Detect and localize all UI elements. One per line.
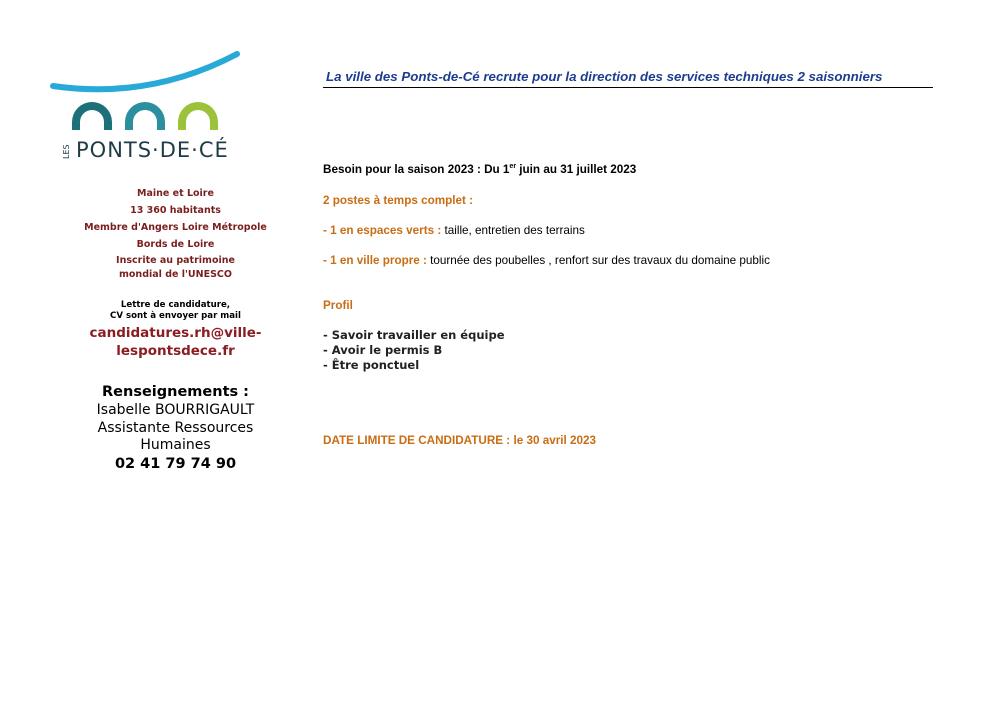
logo-arch-left [72,102,112,130]
application-deadline: DATE LIMITE DE CANDIDATURE : le 30 avril 2023 [323,434,596,447]
season-period [323,163,636,176]
job-clean-city [323,254,770,267]
job-green-spaces-text: taille, entretien des terrains [444,224,585,237]
positions-count: 2 postes à temps complet : [323,194,474,207]
heritage-line-2: mondial de l'UNESCO [119,269,232,280]
job-green-spaces [323,224,585,237]
application-email-line-2[interactable]: lespontsdece.fr [116,343,235,359]
season-text-start: Besoin pour la saison 2023 : Du 1 [323,163,510,176]
application-email-line-1[interactable]: candidatures.rh@ville- [89,325,262,341]
membership: Membre d'Angers Loire Métropole [84,222,267,233]
heritage-line-1: Inscrite au patrimoine [116,255,235,266]
logo-arc [53,54,237,89]
title-divider [323,87,933,88]
logo-name: PONTS·DE·CÉ [76,138,229,162]
population: 13 360 habitants [130,205,221,216]
profile-item: - Savoir travailler en équipe [323,328,505,342]
contact-phone: 02 41 79 74 90 [114,455,237,472]
apply-note-line-2: CV sont à envoyer par mail [110,311,241,321]
location: Bords de Loire [136,239,215,250]
contact-role-line-1: Assistante Ressources [97,419,254,436]
region: Maine et Loire [137,188,214,199]
profile-list [323,328,505,373]
contact-info [68,383,283,474]
city-info [68,185,283,281]
contact-role-line-2: Humaines [140,437,211,453]
page-title: La ville des Ponts-de-Cé recrute pour la direction des services techniques 2 saisonniers [326,69,883,84]
profile-item: - Avoir le permis B [323,343,443,357]
profile-item: - Être ponctuel [323,358,420,372]
job-green-spaces-label: - 1 en espaces verts : [323,224,445,237]
logo-prefix: LES [62,144,71,160]
apply-note-line-1: Lettre de candidature, [120,300,231,310]
job-clean-city-label: - 1 en ville propre : [323,254,431,267]
logo-arch-middle [125,102,165,130]
application-info [68,300,283,360]
contact-heading: Renseignements : [102,384,249,400]
logo-arch-right [178,102,218,130]
profile-heading: Profil [323,299,353,312]
job-clean-city-text: tournée des poubelles , renfort sur des travaux du domaine public [430,254,770,267]
season-superscript: er [509,163,517,171]
contact-name: Isabelle BOURRIGAULT [96,402,255,418]
season-text-end: juin au 31 juillet 2023 [516,163,637,176]
